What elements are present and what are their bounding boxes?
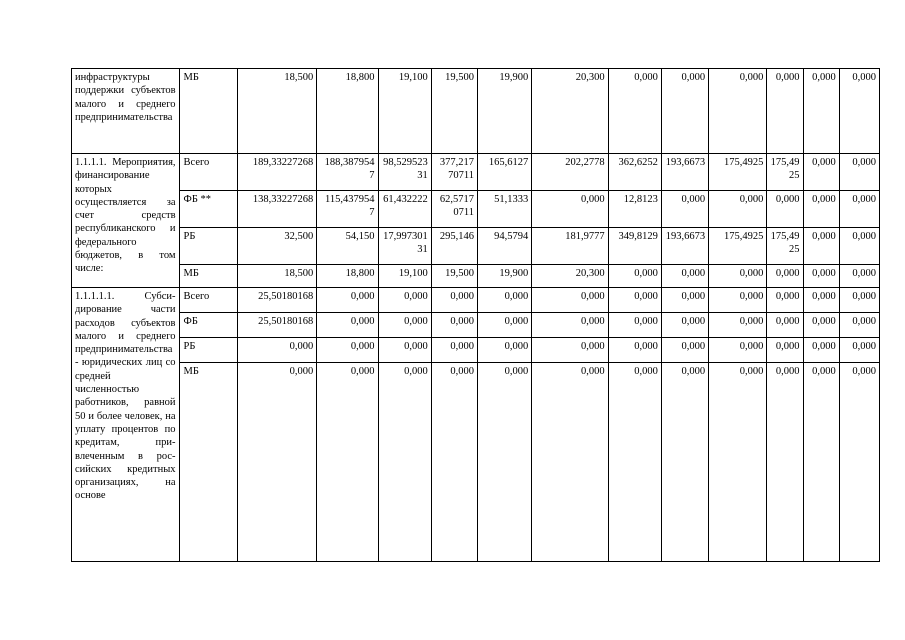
value-cell: 0,000 [378, 313, 431, 338]
value-cell: 0,000 [532, 288, 608, 313]
funding-source: ФБ ** [179, 191, 237, 228]
row-description: 1.1.1.1. Мероприятия, финансирование которых осуществляется за счет средств республиканского и федерального бюджетов, в том числе: [72, 154, 180, 288]
row-description: инфраструктуры поддержки субъектов малого и среднего предпринимательства [72, 69, 180, 154]
value-cell: 0,000 [608, 363, 661, 562]
value-cell: 0,000 [608, 69, 661, 154]
value-cell: 0,000 [378, 288, 431, 313]
table-row [72, 265, 880, 288]
value-cell: 0,000 [661, 288, 708, 313]
value-cell: 0,000 [317, 288, 378, 313]
value-cell: 0,000 [431, 338, 477, 363]
value-cell: 349,8129 [608, 228, 661, 265]
row-description: 1.1.1.1.1. Субсидирование части расходов субъектов малого и среднего предпринимательства - юридических лиц со средней численностью работников, равной 50 и более человек, на уплату процентов по кредитам, привлеченным в российских кредитных организациях, на основе [72, 288, 180, 562]
value-cell: 0,000 [767, 288, 803, 313]
value-cell: 193,6673 [661, 154, 708, 191]
value-cell: 115,4379547 [317, 191, 378, 228]
value-cell: 0,000 [378, 338, 431, 363]
value-cell: 94,5794 [477, 228, 531, 265]
value-cell: 189,33227268 [237, 154, 316, 191]
value-cell: 0,000 [767, 313, 803, 338]
value-cell: 18,800 [317, 69, 378, 154]
value-cell: 0,000 [767, 363, 803, 562]
funding-source: МБ [179, 265, 237, 288]
value-cell: 0,000 [839, 69, 879, 154]
value-cell: 0,000 [608, 288, 661, 313]
budget-table [71, 68, 880, 562]
value-cell: 181,9777 [532, 228, 608, 265]
table-row [72, 154, 880, 191]
value-cell: 12,8123 [608, 191, 661, 228]
value-cell: 0,000 [709, 288, 767, 313]
value-cell: 377,21770711 [431, 154, 477, 191]
value-cell: 175,4925 [709, 154, 767, 191]
value-cell: 0,000 [709, 69, 767, 154]
value-cell: 0,000 [803, 338, 839, 363]
value-cell: 0,000 [767, 69, 803, 154]
value-cell: 0,000 [839, 154, 879, 191]
value-cell: 0,000 [317, 363, 378, 562]
funding-source: МБ [179, 363, 237, 562]
value-cell: 0,000 [661, 191, 708, 228]
value-cell: 0,000 [608, 265, 661, 288]
value-cell: 0,000 [237, 363, 316, 562]
value-cell: 0,000 [709, 363, 767, 562]
value-cell: 0,000 [839, 265, 879, 288]
funding-source: Всего [179, 154, 237, 191]
value-cell: 0,000 [477, 313, 531, 338]
value-cell: 175,4925 [709, 228, 767, 265]
value-cell: 0,000 [431, 313, 477, 338]
value-cell: 0,000 [709, 313, 767, 338]
value-cell: 0,000 [661, 265, 708, 288]
value-cell: 17,99730131 [378, 228, 431, 265]
funding-source: МБ [179, 69, 237, 154]
value-cell: 20,300 [532, 265, 608, 288]
value-cell: 188,3879547 [317, 154, 378, 191]
value-cell: 0,000 [709, 338, 767, 363]
value-cell: 0,000 [709, 265, 767, 288]
value-cell: 18,800 [317, 265, 378, 288]
value-cell: 0,000 [608, 313, 661, 338]
value-cell: 0,000 [661, 363, 708, 562]
table-row [72, 363, 880, 562]
value-cell: 0,000 [532, 338, 608, 363]
value-cell: 62,57170711 [431, 191, 477, 228]
value-cell: 0,000 [803, 313, 839, 338]
value-cell: 0,000 [803, 69, 839, 154]
value-cell: 0,000 [839, 313, 879, 338]
value-cell: 295,146 [431, 228, 477, 265]
value-cell: 0,000 [839, 363, 879, 562]
value-cell: 0,000 [767, 265, 803, 288]
value-cell: 0,000 [532, 313, 608, 338]
value-cell: 18,500 [237, 69, 316, 154]
table-row [72, 228, 880, 265]
value-cell: 0,000 [839, 338, 879, 363]
value-cell: 32,500 [237, 228, 316, 265]
table-row [72, 313, 880, 338]
value-cell: 0,000 [661, 313, 708, 338]
value-cell: 0,000 [839, 288, 879, 313]
value-cell: 175,4925 [767, 228, 803, 265]
value-cell: 0,000 [661, 338, 708, 363]
value-cell: 0,000 [237, 338, 316, 363]
value-cell: 0,000 [803, 154, 839, 191]
funding-source: Всего [179, 288, 237, 313]
value-cell: 0,000 [839, 191, 879, 228]
value-cell: 0,000 [477, 338, 531, 363]
value-cell: 0,000 [317, 338, 378, 363]
table-row [72, 69, 880, 154]
value-cell: 0,000 [803, 191, 839, 228]
value-cell: 19,100 [378, 265, 431, 288]
value-cell: 98,52952331 [378, 154, 431, 191]
value-cell: 18,500 [237, 265, 316, 288]
funding-source: ФБ [179, 313, 237, 338]
value-cell: 0,000 [532, 191, 608, 228]
value-cell: 202,2778 [532, 154, 608, 191]
value-cell: 193,6673 [661, 228, 708, 265]
value-cell: 0,000 [378, 363, 431, 562]
value-cell: 0,000 [803, 265, 839, 288]
value-cell: 19,900 [477, 265, 531, 288]
value-cell: 0,000 [661, 69, 708, 154]
value-cell: 0,000 [477, 288, 531, 313]
value-cell: 25,50180168 [237, 288, 316, 313]
table-body [72, 69, 880, 562]
value-cell: 19,500 [431, 69, 477, 154]
value-cell: 19,100 [378, 69, 431, 154]
value-cell: 0,000 [839, 228, 879, 265]
value-cell: 0,000 [317, 313, 378, 338]
value-cell: 175,4925 [767, 154, 803, 191]
value-cell: 61,432222 [378, 191, 431, 228]
value-cell: 0,000 [767, 191, 803, 228]
value-cell: 20,300 [532, 69, 608, 154]
table-row [72, 288, 880, 313]
value-cell: 25,50180168 [237, 313, 316, 338]
value-cell: 165,6127 [477, 154, 531, 191]
value-cell: 54,150 [317, 228, 378, 265]
value-cell: 362,6252 [608, 154, 661, 191]
value-cell: 138,33227268 [237, 191, 316, 228]
value-cell: 19,900 [477, 69, 531, 154]
value-cell: 0,000 [803, 228, 839, 265]
funding-source: РБ [179, 228, 237, 265]
value-cell: 0,000 [477, 363, 531, 562]
value-cell: 0,000 [431, 363, 477, 562]
value-cell: 51,1333 [477, 191, 531, 228]
value-cell: 19,500 [431, 265, 477, 288]
funding-source: РБ [179, 338, 237, 363]
table-row [72, 338, 880, 363]
table-row [72, 191, 880, 228]
value-cell: 0,000 [803, 363, 839, 562]
value-cell: 0,000 [709, 191, 767, 228]
value-cell: 0,000 [767, 338, 803, 363]
value-cell: 0,000 [532, 363, 608, 562]
value-cell: 0,000 [431, 288, 477, 313]
value-cell: 0,000 [608, 338, 661, 363]
value-cell: 0,000 [803, 288, 839, 313]
